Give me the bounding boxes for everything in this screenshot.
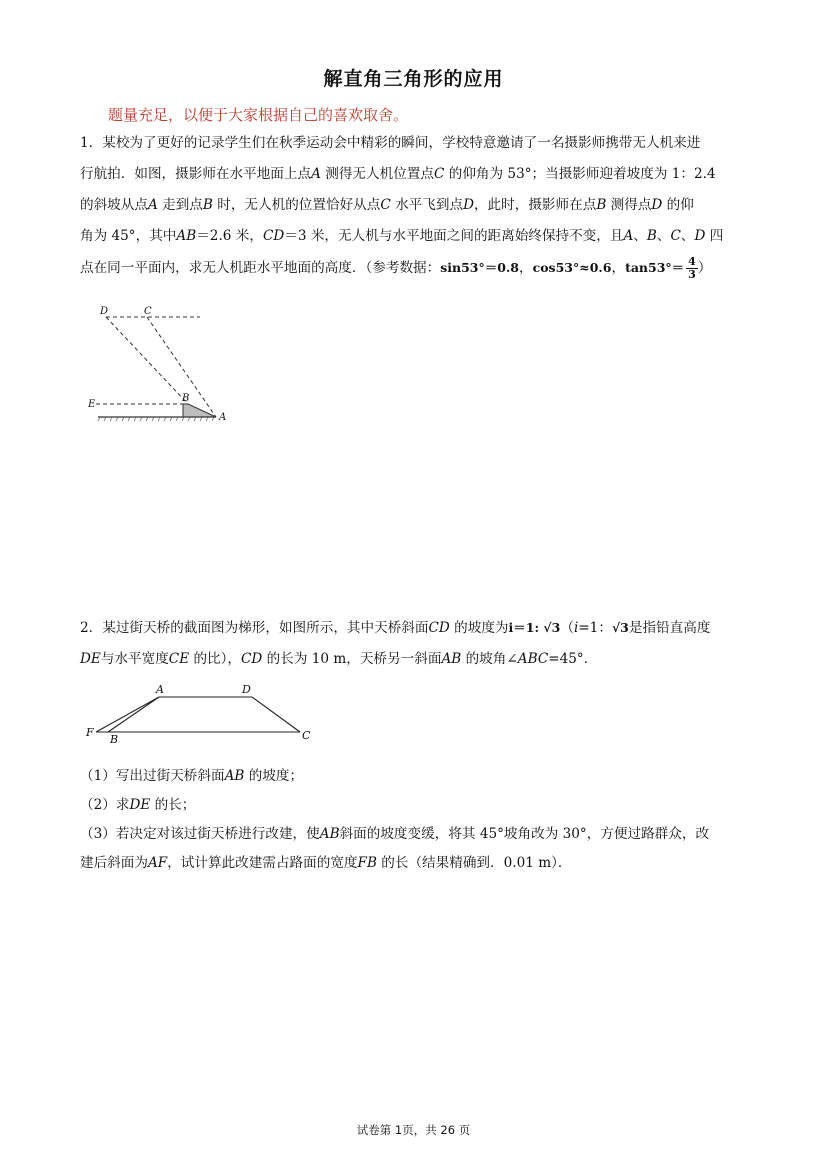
- q1-line-4: [80, 221, 752, 252]
- label-a: A: [219, 412, 227, 423]
- q2-text: 的坡角∠: [465, 651, 518, 667]
- var: AB: [224, 768, 245, 784]
- q2-text: 的比），: [193, 651, 242, 667]
- slope-ratio: i＝1: √3: [508, 620, 561, 635]
- q1-text: ，: [519, 260, 533, 276]
- var: AB: [441, 651, 462, 667]
- q2-text: （: [560, 620, 574, 636]
- q1-text: 的斜坡从点: [80, 197, 148, 213]
- var: D: [463, 197, 474, 213]
- var: C: [380, 197, 391, 213]
- page-title: 解直角三角形的应用: [323, 68, 504, 90]
- label-c: C: [144, 306, 152, 317]
- label-c: C: [302, 729, 311, 742]
- var: i: [573, 620, 579, 636]
- q1-text: ）: [697, 260, 712, 276]
- var: A: [311, 166, 321, 182]
- q2-text: 与水平宽度: [100, 651, 169, 667]
- ref-cos: cos53°≈0.6: [532, 260, 612, 275]
- var: B: [596, 197, 607, 213]
- q1-text: 点在同一平面内，求无人机距水平地面的高度．（参考数据：: [80, 260, 441, 276]
- q1-line-5: [80, 252, 752, 284]
- line-bd: [106, 317, 188, 404]
- label-d: D: [100, 306, 109, 317]
- q1-text: 走到点: [162, 197, 203, 213]
- q1-text: ，: [611, 260, 626, 276]
- var: ABC: [517, 651, 549, 667]
- q2-text: 是指铅直高度: [628, 620, 711, 636]
- q2-sub-2: [80, 793, 195, 813]
- var: AF: [147, 855, 168, 871]
- q1-text: 的仰角为 53°；当摄影师迎着坡度为 1：2.4: [448, 166, 716, 182]
- line-dc: [252, 697, 300, 732]
- q1-text: 测得无人机位置点: [325, 166, 434, 182]
- q1-text: ＝3 米，无人机与水平地面之间的距离始终保持不变，且: [284, 228, 624, 244]
- sqrt-three: √3: [611, 620, 629, 635]
- q1-line-1: [80, 128, 752, 159]
- figure-1-drone-diagram: [86, 302, 236, 432]
- question-2: [80, 612, 752, 675]
- var: A: [623, 228, 634, 244]
- q1-text: 角为 45°，其中: [80, 228, 177, 244]
- q1-text: 水平飞到点: [395, 197, 464, 213]
- sub-text: 的长（结果精确到．0.01 m）．: [381, 855, 572, 871]
- figure-2-bridge-trapezoid: [84, 682, 324, 744]
- q2-text: =1：: [578, 620, 612, 636]
- ground-hatching: [98, 417, 214, 421]
- var: CD: [241, 651, 263, 667]
- sub-text: （1）写出过街天桥斜面: [80, 768, 225, 784]
- label-f: F: [86, 726, 94, 739]
- var: FB: [357, 855, 377, 871]
- var: AB: [176, 228, 197, 244]
- ref-tan: tan53°＝: [625, 260, 685, 275]
- q2-text: =45°．: [548, 651, 598, 667]
- var: CD: [428, 620, 450, 636]
- q1-text: 时，无人机的位置恰好从点: [217, 197, 381, 213]
- sub-text: 斜面的坡度变缓，将其 45°坡角改为 30°，方便过路群众，改: [339, 826, 710, 842]
- sub-text: 的长；: [154, 797, 196, 813]
- q1-text: 、: [656, 228, 671, 244]
- q1-text: 、: [680, 228, 695, 244]
- line-ab: [108, 697, 159, 732]
- intro-note: 题量充足，以便于大家根据自己的喜欢取舍。: [108, 106, 409, 124]
- q2-line-2: [80, 644, 752, 675]
- page-footer: 试卷第 1页，共 26 页: [356, 1123, 471, 1137]
- q1-text: 四: [709, 228, 724, 244]
- fraction-numerator: 4: [688, 255, 696, 268]
- q2-text: 的坡度为: [454, 620, 509, 636]
- var: D: [651, 197, 663, 213]
- sub-text: （3）若决定对该过街天桥进行改建，使: [80, 826, 320, 842]
- ref-sin: sin53°＝0.8: [440, 260, 520, 275]
- q1-text: 行航拍．如图，摄影师在水平地面上点: [80, 166, 312, 182]
- q2-line-1: [80, 612, 752, 644]
- var: CD: [262, 228, 285, 244]
- q2-sub-3b: [80, 851, 572, 871]
- fraction-four-thirds: [686, 256, 698, 281]
- var: B: [202, 197, 213, 213]
- label-a: A: [156, 683, 164, 696]
- label-d: D: [242, 683, 251, 696]
- var: D: [694, 228, 706, 244]
- q1-text: 、: [633, 228, 647, 244]
- var: A: [147, 197, 158, 213]
- var: B: [646, 228, 657, 244]
- q1-text: ，此时，摄影师在点: [473, 197, 597, 213]
- var: DE: [80, 651, 101, 667]
- q1-line-3: [80, 190, 752, 221]
- q1-text: 测得点: [610, 197, 652, 213]
- question-1: [80, 128, 752, 284]
- q1-line-2: [80, 159, 752, 190]
- sub-text: 的坡度；: [248, 768, 304, 784]
- var: C: [670, 228, 681, 244]
- q2-sub-3a: [80, 822, 709, 842]
- label-b: B: [182, 393, 190, 404]
- q2-text: 2．某过街天桥的截面图为梯形，如图所示，其中天桥斜面: [80, 620, 429, 636]
- var: DE: [129, 797, 151, 813]
- sub-text: ，试计算此改建需占路面的宽度: [167, 855, 358, 871]
- line-af: [96, 697, 159, 732]
- fraction-denominator: 3: [688, 268, 696, 281]
- q1-text: ＝2.6 米，: [196, 228, 263, 244]
- var: CE: [168, 651, 190, 667]
- label-b: B: [110, 733, 119, 744]
- var: AB: [319, 826, 340, 842]
- q1-text: 的仰: [666, 197, 694, 213]
- q2-text: 的长为 10 m，天桥另一斜面: [266, 651, 442, 667]
- q2-sub-1: [80, 764, 303, 784]
- sub-text: 建后斜面为: [80, 855, 148, 871]
- label-e: E: [88, 399, 96, 410]
- sub-text: （2）求: [80, 797, 130, 813]
- q1-text: 1．某校为了更好的记录学生们在秋季运动会中精彩的瞬间，学校特意邀请了一名摄影师携带无人机来进: [80, 135, 701, 151]
- var: C: [434, 166, 445, 182]
